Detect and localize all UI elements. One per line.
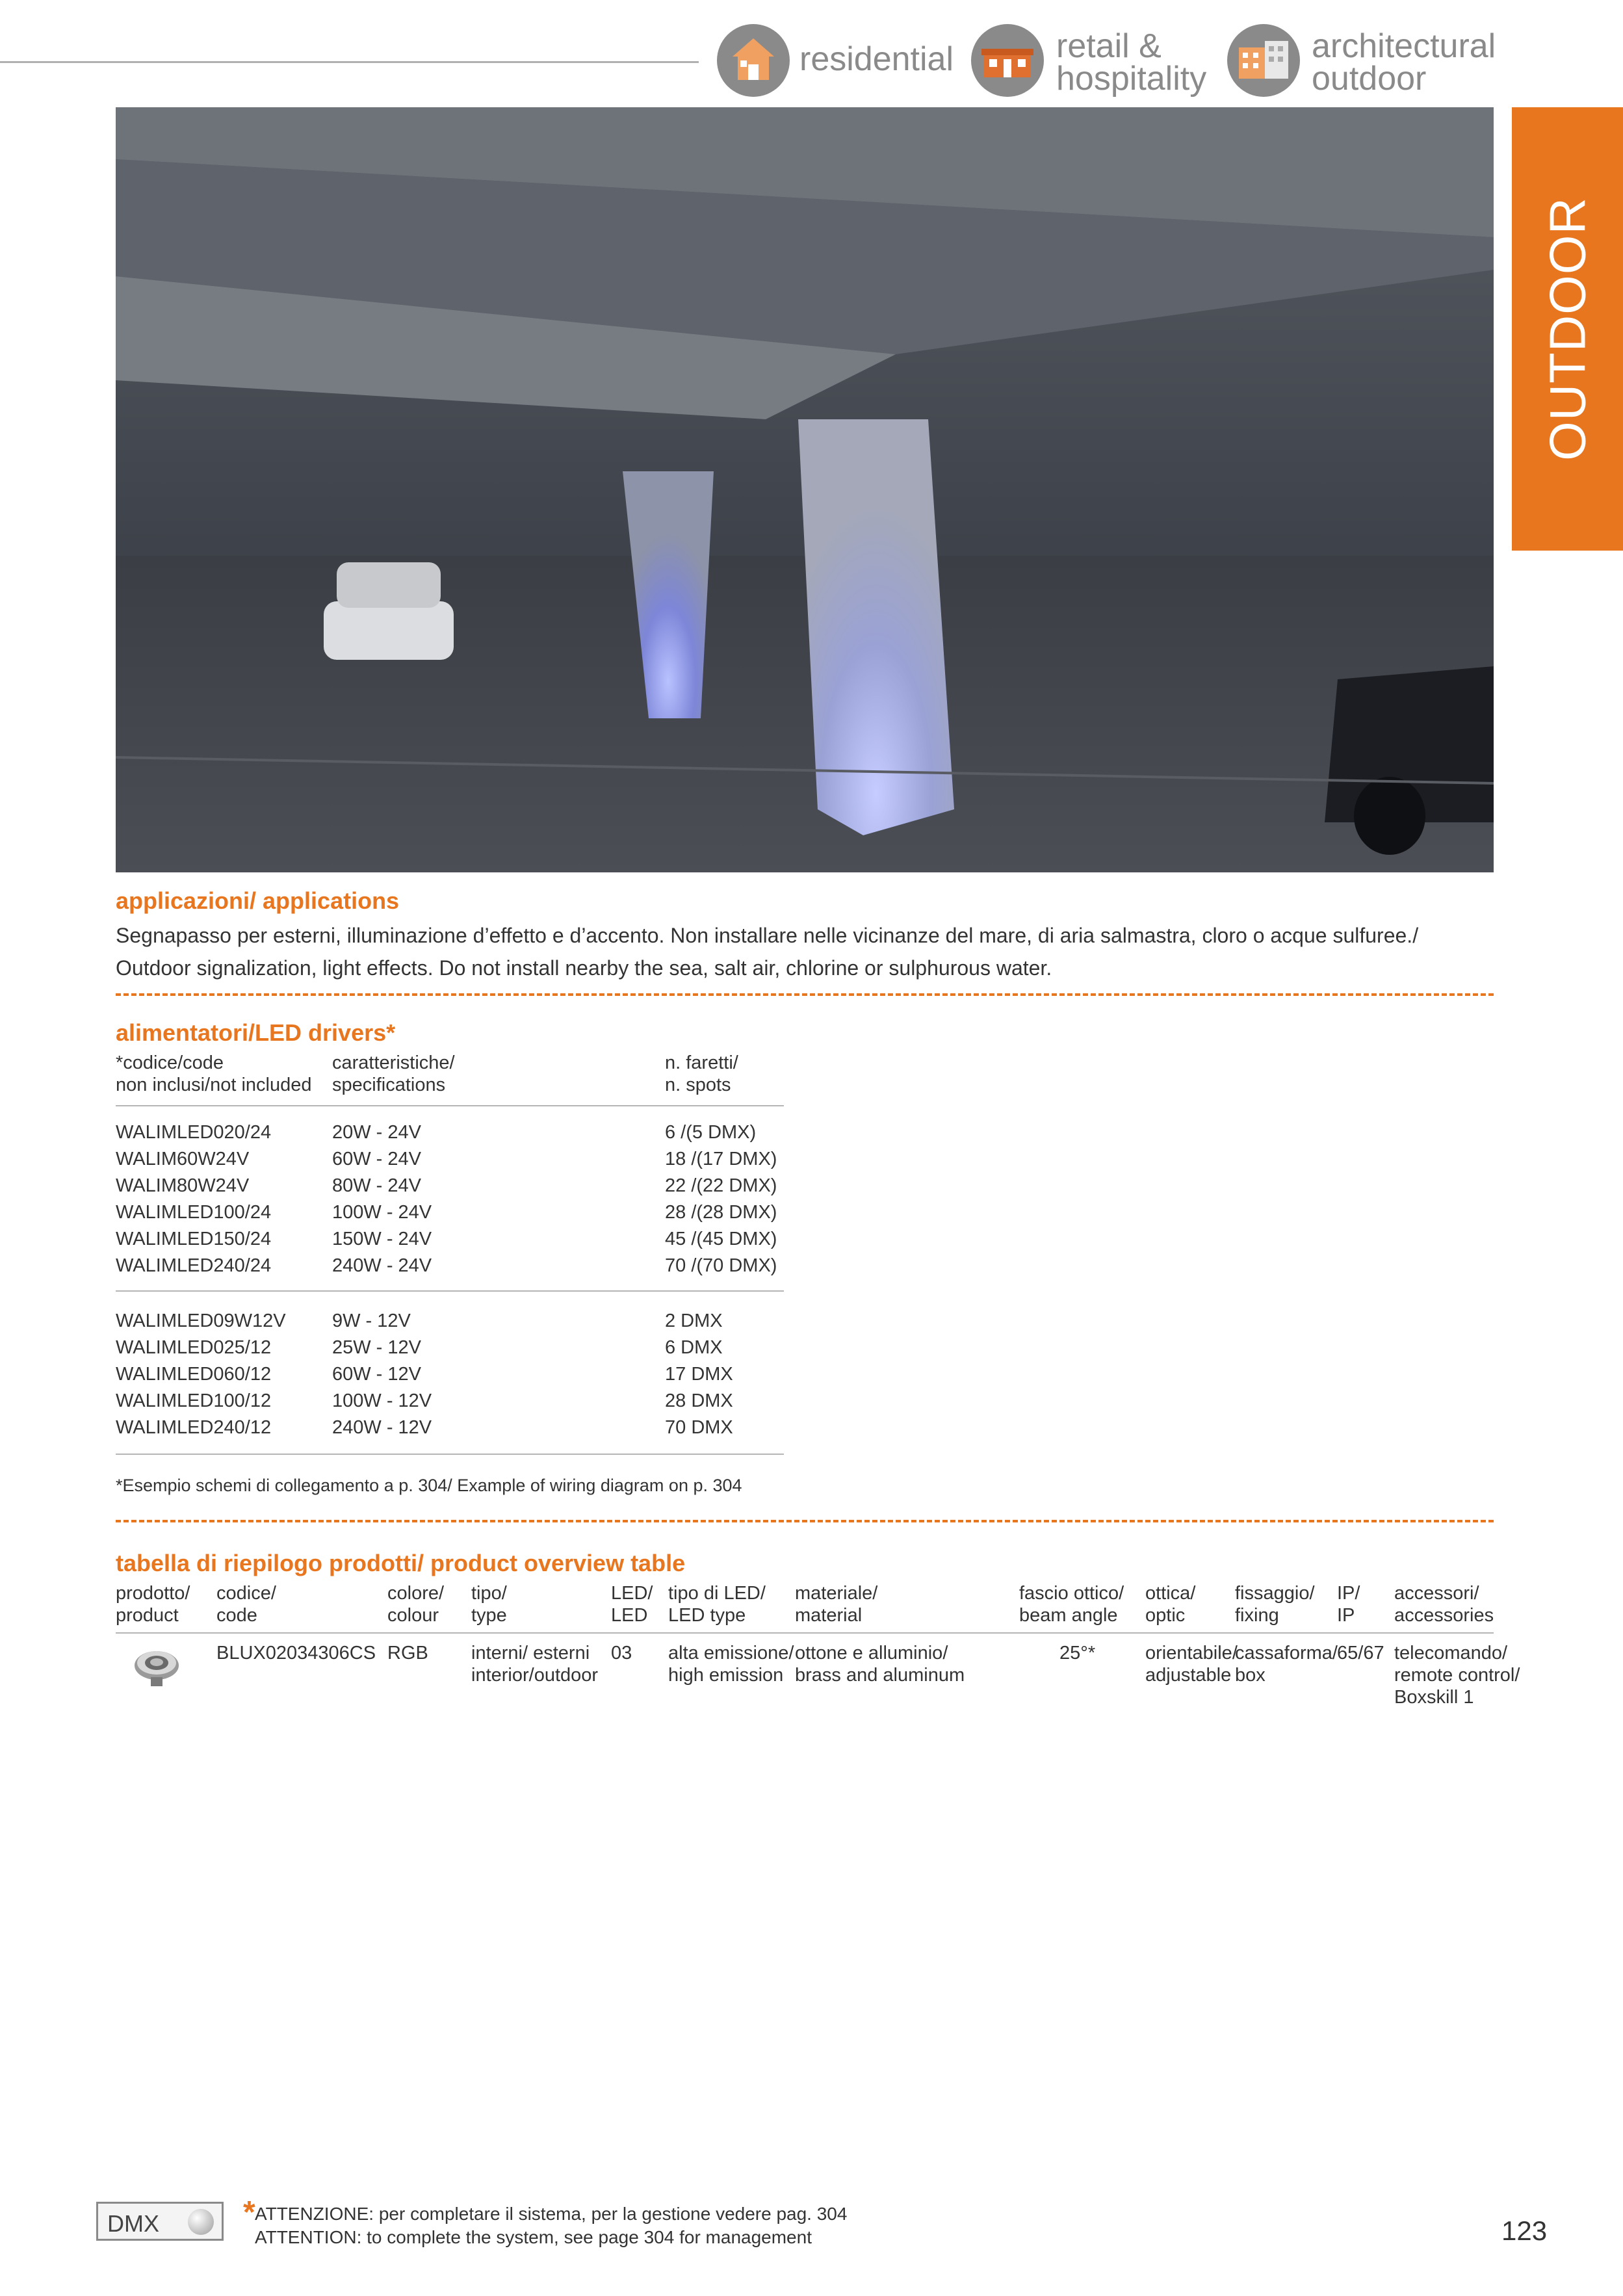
footer-asterisk: * <box>243 2195 255 2230</box>
acc-line-2: remote control/ <box>1394 1665 1520 1686</box>
header-l2: product <box>116 1605 179 1626</box>
drivers-note: *Esempio schemi di collegamento a p. 304/ Example of wiring diagram on p. 304 <box>116 1476 742 1495</box>
fixing-line-2: box <box>1235 1665 1266 1686</box>
driver-code: WALIMLED150/24 <box>116 1229 272 1249</box>
driver-code: WALIMLED100/24 <box>116 1202 272 1223</box>
overview-header-product <box>116 1582 190 1626</box>
product-fixing <box>1235 1642 1338 1686</box>
table-row <box>116 1146 784 1173</box>
table-row <box>116 1308 784 1335</box>
header-l1: tipo di LED/ <box>668 1583 766 1604</box>
overview-header-fixing <box>1235 1582 1315 1626</box>
driver-spec: 240W - 12V <box>332 1417 432 1438</box>
driver-code: WALIMLED240/12 <box>116 1417 272 1438</box>
dmx-sphere-icon <box>188 2209 214 2235</box>
driver-spots: 70 /(70 DMX) <box>665 1255 777 1276</box>
table-row <box>116 1119 784 1146</box>
driver-spots: 18 /(17 DMX) <box>665 1149 777 1169</box>
driver-code: WALIMLED240/24 <box>116 1255 272 1276</box>
category-retail-label-2: hospitality <box>1056 60 1207 98</box>
type-line-1: interni/ esterni <box>471 1643 590 1663</box>
applications-text-en: Outdoor signalization, light effects. Do not install nearby the sea, salt air, chlorine or sulphurous water. <box>116 956 1052 980</box>
driver-spots: 28 DMX <box>665 1390 733 1411</box>
overview-header-rule <box>116 1632 1494 1634</box>
header-l2: LED <box>611 1605 648 1626</box>
driver-spec: 100W - 24V <box>332 1202 432 1223</box>
driver-spec: 9W - 12V <box>332 1311 411 1331</box>
drivers-heading: alimentatori/LED drivers* <box>116 1019 396 1046</box>
product-led-type <box>668 1642 794 1686</box>
driver-spots: 22 /(22 DMX) <box>665 1175 777 1196</box>
header-l2: material <box>795 1605 863 1626</box>
driver-spec: 20W - 24V <box>332 1122 421 1143</box>
driver-spec: 150W - 24V <box>332 1229 432 1249</box>
led-type-line-1: alta emissione/ <box>668 1643 794 1663</box>
building-icon <box>1227 24 1300 97</box>
header-l2: type <box>471 1605 507 1626</box>
category-residential-label: residential <box>799 40 954 78</box>
header-l1: tipo/ <box>471 1583 507 1604</box>
driver-spots: 6 /(5 DMX) <box>665 1122 757 1143</box>
driver-code: WALIMLED100/12 <box>116 1390 272 1411</box>
header-l2: code <box>216 1605 257 1626</box>
material-line-2: brass and aluminum <box>795 1665 965 1686</box>
header-l2: IP <box>1337 1605 1355 1626</box>
header-l1: accessori/ <box>1394 1583 1479 1604</box>
driver-code: WALIM80W24V <box>116 1175 250 1196</box>
driver-spots: 6 DMX <box>665 1337 723 1358</box>
driver-code: WALIMLED060/12 <box>116 1364 272 1385</box>
header-l2: beam angle <box>1019 1605 1118 1626</box>
overview-header-type <box>471 1582 507 1626</box>
table-row <box>116 1388 784 1415</box>
table-row <box>116 1415 784 1441</box>
driver-code: WALIMLED020/24 <box>116 1122 272 1143</box>
header-l1: colore/ <box>387 1583 445 1604</box>
table-row <box>116 1253 784 1279</box>
product-material <box>795 1642 965 1686</box>
category-architectural-label-1: architectural <box>1312 27 1496 65</box>
footer-note-it: ATTENZIONE: per completare il sistema, per la gestione vedere pag. 304 <box>255 2204 848 2224</box>
driver-spec: 60W - 24V <box>332 1149 421 1169</box>
side-tab-label: OUTDOOR <box>1539 197 1596 461</box>
driver-spots: 45 /(45 DMX) <box>665 1229 777 1249</box>
driver-spec: 100W - 12V <box>332 1390 432 1411</box>
acc-line-3: Boxskill 1 <box>1394 1687 1474 1708</box>
house-icon <box>717 24 790 97</box>
dmx-badge <box>96 2202 224 2241</box>
overview-header-colour <box>387 1582 444 1626</box>
dmx-badge-label: DMX <box>107 2210 159 2237</box>
drivers-header-code <box>116 1052 311 1096</box>
drivers-header-spots-2: n. spots <box>665 1075 731 1095</box>
driver-spec: 80W - 24V <box>332 1175 421 1196</box>
storefront-icon <box>971 24 1044 97</box>
overview-header-optic <box>1145 1582 1195 1626</box>
overview-header-ip <box>1337 1582 1360 1626</box>
drivers-header-spec-2: specifications <box>332 1075 446 1095</box>
page-number: 123 <box>1501 2215 1548 2246</box>
overview-header-beam <box>1019 1582 1124 1626</box>
header-l1: ottica/ <box>1145 1583 1196 1604</box>
header-l1: materiale/ <box>795 1583 878 1604</box>
product-optic <box>1145 1642 1238 1686</box>
drivers-header-code-1: *codice/code <box>116 1052 224 1073</box>
drivers-group-1 <box>116 1119 784 1279</box>
driver-code: WALIM60W24V <box>116 1149 250 1169</box>
section-side-tab <box>1512 107 1623 551</box>
header-l1: IP/ <box>1337 1583 1360 1604</box>
product-code: BLUX02034306CS <box>216 1643 376 1663</box>
driver-code: WALIMLED025/12 <box>116 1337 272 1358</box>
driver-spec: 240W - 24V <box>332 1255 432 1276</box>
drivers-header-spec <box>332 1052 455 1096</box>
header-rule <box>0 61 699 63</box>
table-row <box>116 1226 784 1253</box>
table-row <box>116 1361 784 1388</box>
overview-header-material <box>795 1582 877 1626</box>
driver-spots: 17 DMX <box>665 1364 733 1385</box>
header-l2: colour <box>387 1605 439 1626</box>
footer-note-en: ATTENTION: to complete the system, see page 304 for management <box>255 2227 812 2247</box>
overview-header-led-type <box>668 1582 766 1626</box>
header-l2: fixing <box>1235 1605 1279 1626</box>
drivers-header-spec-1: caratteristiche/ <box>332 1052 455 1073</box>
driver-code: WALIMLED09W12V <box>116 1311 286 1331</box>
drivers-header-code-2: non inclusi/not included <box>116 1075 312 1095</box>
overview-header-led <box>611 1582 653 1626</box>
product-thumbnail <box>121 1643 192 1690</box>
header-l1: fascio ottico/ <box>1019 1583 1124 1604</box>
product-accessories <box>1394 1642 1520 1708</box>
product-beam-angle: 25°* <box>1059 1643 1096 1663</box>
section-divider <box>116 993 1494 996</box>
header-l1: LED/ <box>611 1583 653 1604</box>
header-l1: codice/ <box>216 1583 276 1604</box>
product-type <box>471 1642 598 1686</box>
header-l2: optic <box>1145 1605 1186 1626</box>
table-row <box>116 1335 784 1361</box>
header-l1: fissaggio/ <box>1235 1583 1315 1604</box>
overview-header-accessories <box>1394 1582 1494 1626</box>
table-row <box>116 1199 784 1226</box>
type-line-2: interior/outdoor <box>471 1665 599 1686</box>
driver-spots: 28 /(28 DMX) <box>665 1202 777 1223</box>
drivers-header-rule <box>116 1105 784 1106</box>
section-divider <box>116 1520 1494 1522</box>
table-row <box>116 1173 784 1199</box>
acc-line-1: telecomando/ <box>1394 1643 1508 1663</box>
drivers-group-rule <box>116 1290 784 1292</box>
optic-line-2: adjustable <box>1145 1665 1232 1686</box>
fixing-line-1: cassaforma/ <box>1235 1643 1338 1663</box>
product-ip: 65/67 <box>1337 1643 1384 1663</box>
drivers-header-spots-1: n. faretti/ <box>665 1052 738 1073</box>
drivers-group-2 <box>116 1308 784 1441</box>
overview-header-code <box>216 1582 276 1626</box>
header-l2: LED type <box>668 1605 746 1626</box>
category-architectural-label-2: outdoor <box>1312 60 1427 98</box>
product-led: 03 <box>611 1643 632 1663</box>
applications-heading: applicazioni/ applications <box>116 887 400 914</box>
applications-text-it: Segnapasso per esterni, illuminazione d’effetto e d’accento. Non installare nelle vicinanze del mare, di aria salmastra, cloro o acque sulfuree./ <box>116 924 1419 947</box>
overview-heading: tabella di riepilogo prodotti/ product overview table <box>116 1550 686 1576</box>
product-colour: RGB <box>387 1643 428 1663</box>
optic-line-1: orientabile/ <box>1145 1643 1238 1663</box>
drivers-end-rule <box>116 1454 784 1455</box>
header-l1: prodotto/ <box>116 1583 190 1604</box>
category-retail-label-1: retail & <box>1056 27 1162 65</box>
driver-spots: 70 DMX <box>665 1417 733 1438</box>
product-application-photo <box>116 107 1494 872</box>
material-line-1: ottone e alluminio/ <box>795 1643 948 1663</box>
led-type-line-2: high emission <box>668 1665 784 1686</box>
driver-spots: 2 DMX <box>665 1311 723 1331</box>
driver-spec: 25W - 12V <box>332 1337 421 1358</box>
driver-spec: 60W - 12V <box>332 1364 421 1385</box>
header-l2: accessories <box>1394 1605 1494 1626</box>
drivers-header-spots <box>665 1052 738 1096</box>
